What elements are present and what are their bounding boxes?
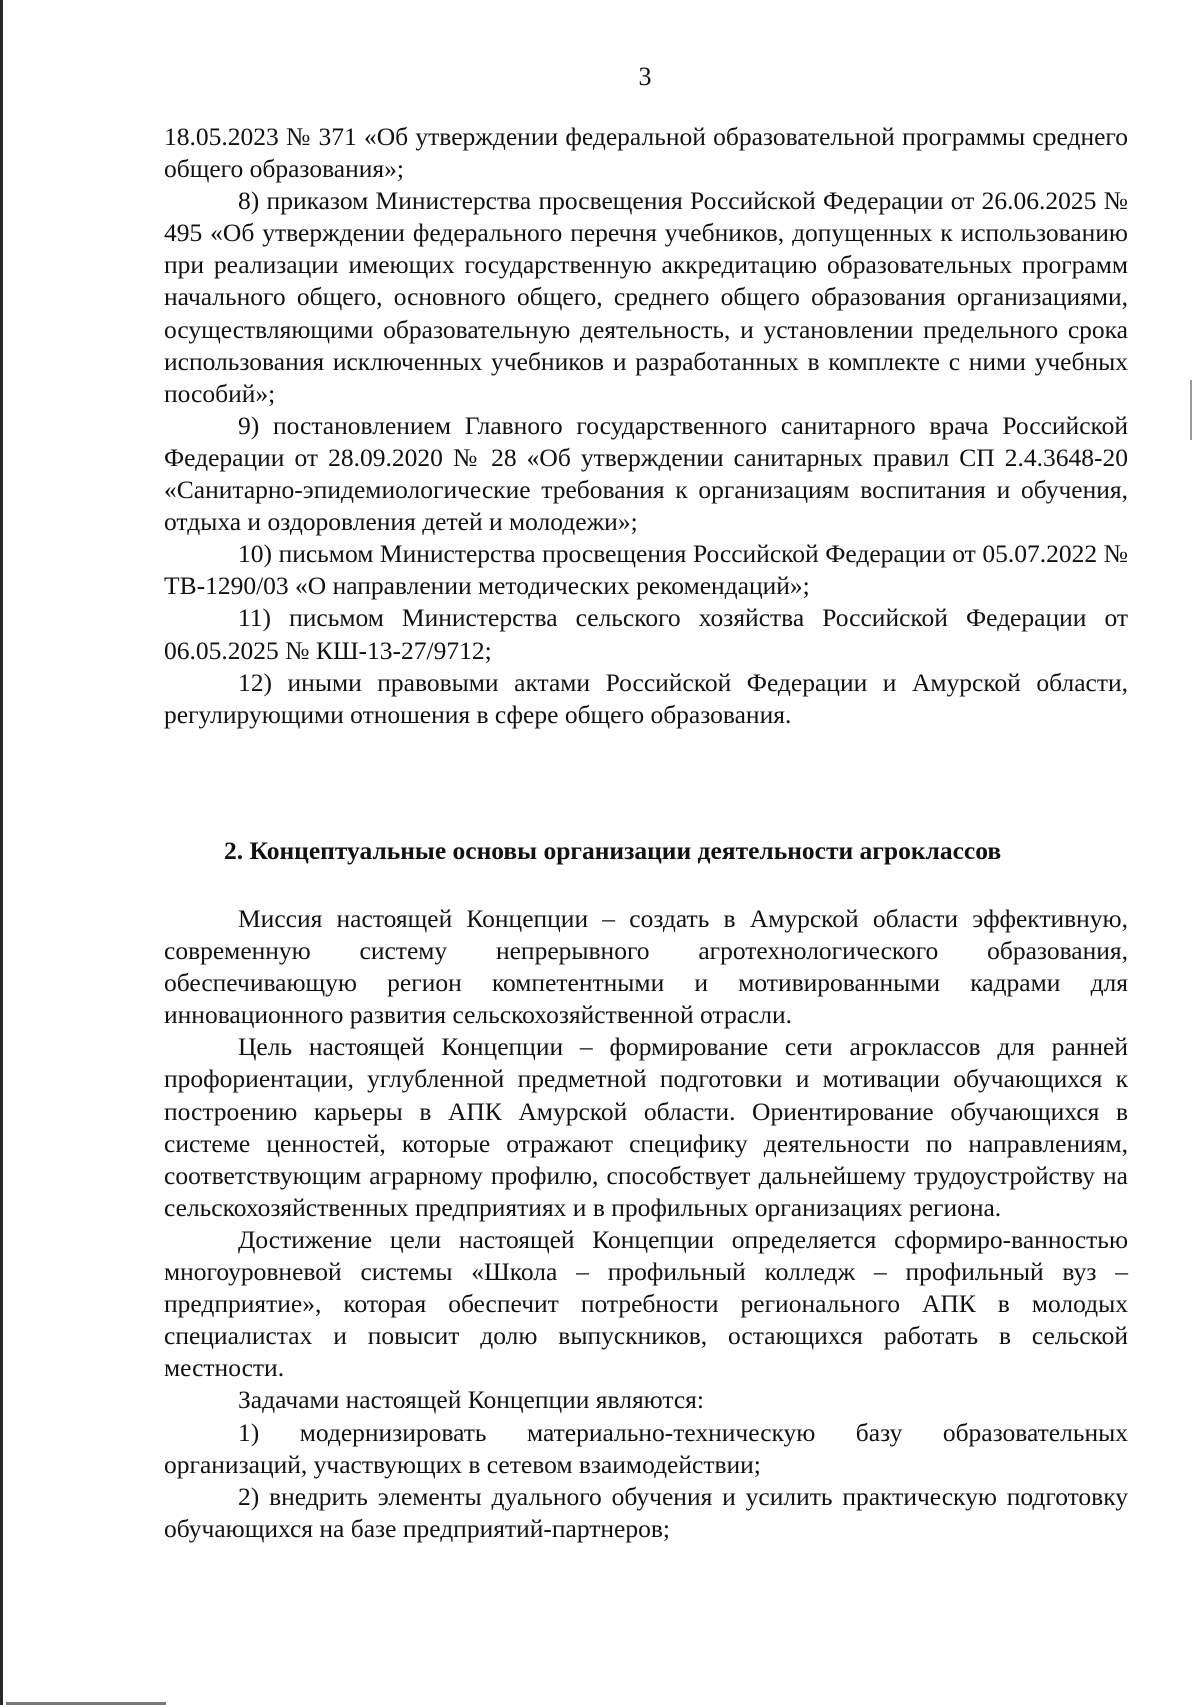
paragraph: 11) письмом Министерства сельского хозяйства Российской Федерации от 06.05.2025 № КШ-13-27/9712; [164, 603, 1128, 665]
scan-left-edge [0, 0, 3, 1705]
paragraph: Задачами настоящей Концепции являются: [238, 1385, 704, 1415]
paragraph: 18.05.2023 № 371 «Об утверждении федеральной образовательной программы среднего общего образования»; [164, 122, 1128, 184]
paragraph: 2) внедрить элементы дуального обучения и усилить практическую подготовку обучающихся на базе предприятий-партнеров; [164, 1481, 1128, 1543]
section-heading: 2. Концептуальные основы организации деятельности агроклассов [224, 836, 1002, 865]
paragraph: Цель настоящей Концепции – формирование сети агроклассов для ранней профориентации, углубленной предметной подготовки и мотивации обучающихся к построению карьеры в АПК Амурской области. Ориентирование обучающихся в системе ценностей, которые отражают специфику деятельности по направлениям, соответствующим аграрному профилю, способствует дальнейшему трудоустройству на сельскохозяйственных предприятиях и в профильных организациях региона. [164, 1032, 1128, 1222]
paragraph: 1) модернизировать материально-техническую базу образовательных организаций, участвующих в сетевом взаимодействии; [164, 1417, 1128, 1479]
paragraph: 9) постановлением Главного государственного санитарного врача Российской Федерации от 28.09.2020 № 28 «Об утверждении санитарных правил СП 2.4.3648-20 «Санитарно-эпидемиологические требования к организациям воспитания и обучения, отдыха и оздоровления детей и молодежи»; [164, 410, 1128, 537]
paragraph: 10) письмом Министерства просвещения Российской Федерации от 05.07.2022 № ТВ-1290/03 «О направлении методических рекомендаций»; [164, 539, 1128, 601]
scan-right-mark [1190, 380, 1192, 440]
paragraph: Достижение цели настоящей Концепции определяется сформиро-ванностью многоуровневой системы «Школа – профильный колледж – профильный вуз – предприятие», которая обеспечит потребности регионального АПК в молодых специалистах и повысит долю выпускников, остающихся работать в сельской местности. [164, 1224, 1128, 1383]
paragraph: 12) иными правовыми актами Российской Федерации и Амурской области, регулирующими отношения в сфере общего образования. [164, 667, 1128, 729]
page-number: 3 [638, 62, 652, 91]
paragraph: 8) приказом Министерства просвещения Российской Федерации от 26.06.2025 № 495 «Об утверждении федерального перечня учебников, допущенных к использованию при реализации имеющих государственную аккредитацию образовательных программ начального общего, основного общего, среднего общего образования организациями, осуществляющими образовательную деятельность, и установлении предельного срока использования исключенных учебников и разработанных в комплекте с ними учебных пособий»; [164, 186, 1128, 408]
paragraph: Миссия настоящей Концепции – создать в Амурской области эффективную, современную систему непрерывного агротехнологического образования, обеспечивающую регион компетентными и мотивированными кадрами для инновационного развития сельскохозяйственной отрасли. [164, 904, 1128, 1030]
body-text-top [164, 121, 1128, 731]
body-text-bottom [164, 903, 1128, 1545]
